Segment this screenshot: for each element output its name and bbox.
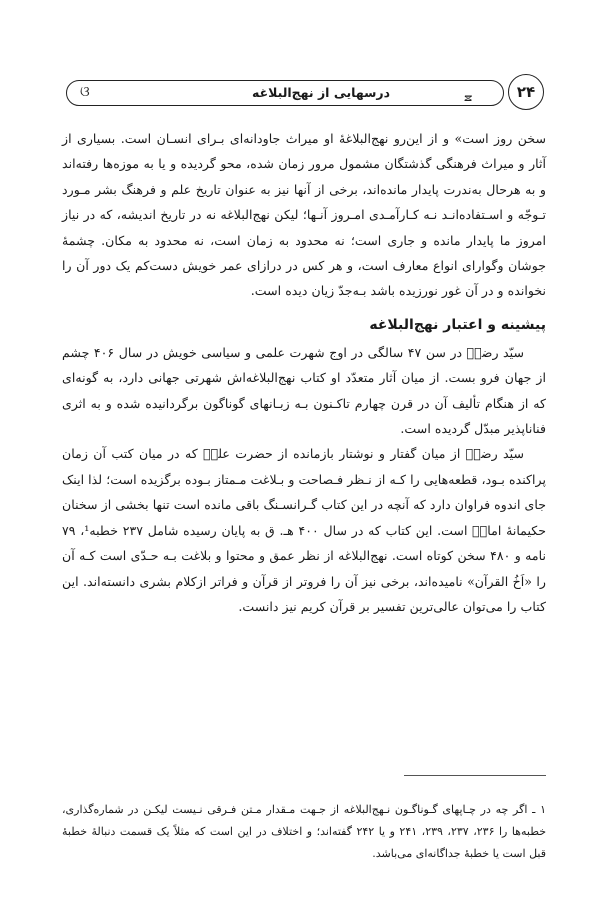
main-text bbox=[62, 126, 546, 619]
section-heading: پیشینه و اعتبار نهج‌البلاغه bbox=[369, 316, 546, 333]
running-title: درسهایی از نهج‌البلاغه bbox=[251, 85, 391, 100]
footnote: ۱ ـ اگر چه در چـاپهای گـوناگـون نـهج‌البلاغه از جـهت مـقدار مـتن فـرقی نـیست لیکـن در شماره‌گذاری، خطبه‌ها را ۲۳۶، ۲۳۷، ۲۳۹، ۲۴۱ و یا ۲۴۲ گفته‌اند؛ و اختلاف در این است که مثلاً یک قسمت دنبالهٔ خطبهٔ قبل است یا خطبهٔ جداگانه‌ای می‌باشد. bbox=[62, 803, 547, 860]
ornament-left-icon: ଓ bbox=[80, 84, 90, 100]
paragraph: سیّد رضیؒ در سن ۴۷ سالگی در اوج شهرت علمی و سیاسی خویش در سال ۴۰۶ چشم از جهان فرو بست. از میان آثار متعدّد او کتاب نهج‌البلاغه‌اش شهرتی جهانی دارد، به گونه‌ای که از هنگام تألیف آن در قرن چهارم تاکـنون بـه زبـانهای گوناگون برگردانیده شده و به اثری فناناپذیر مبدّل گردیده است. bbox=[62, 344, 546, 437]
footnote-divider bbox=[404, 775, 546, 776]
paragraph-intro: سخن روز است» و از این‌رو نهج‌البلاغهٔ او میراث جاودانه‌ای بـرای انسـان است. بسیاری از آثار و میراث فرهنگی گذشتگان مشمول مرور زمان شده، محو گردیده و یا به موزه‌ها رفته‌اند و به هرحال به‌ندرت پایدار مانده‌اند، برخی از آنها نیز به عنوان تاریخ علم و فرهنگ بشر مـورد تـوجّه و اسـتفاده‌انـد نـه کـارآمـدی امـروز آنـها؛ لیکن نهج‌البلاغه نه در تاریخ اندیشه، که در نیاز امروز ما پایدار مانده و جاری است؛ نه محدود به زمان است، نه محدود به مکان. چشمهٔ جوشان وگوارای انواع معارف است، و هر کس در درازای عمر خویش دست‌کم یک دور آن را نخوانده و در آن غور نورزیده باشد بـه‌جدّ زیان دیده است. bbox=[62, 131, 546, 299]
page-number: ۲۴ bbox=[508, 74, 544, 110]
running-header bbox=[66, 74, 544, 112]
paragraph: سیّد رضیؒ از میان گفتار و نوشتار بازمانده از حضرت علیؑ که در میان کتب آن زمان پراکنده بـود، قطعه‌هایی را کـه از نـظر فـصاحت و بـلاغت مـمتاز بـوده برگزیده است؛ لذا اینک جای اندوه فراوان دارد که آنچه در این کتاب گـرانسـنگ باقی مانده است تنها بخشی از سخنان حکیمانهٔ امامؑ است. این کتاب که در سال ۴۰۰ هـ. ق به پایان رسیده شامل ۲۳۷ خطبه¹، ۷۹ نامه و ۴۸۰ سخن کوتاه است. نهج‌البلاغه از نظر عمق و محتوا و بلاغت بـه حـدّی است کـه آن را «اَخُ القرآن» نامیده‌اند، برخی نیز آن را فروتر از قرآن و فراتر ازکلام بشری دانسته‌اند. این کتاب را می‌توان عالی‌ترین تفسیر بر قرآن کریم نیز دانست. bbox=[62, 446, 546, 614]
ornament-right-icon: ྈ bbox=[464, 93, 473, 109]
